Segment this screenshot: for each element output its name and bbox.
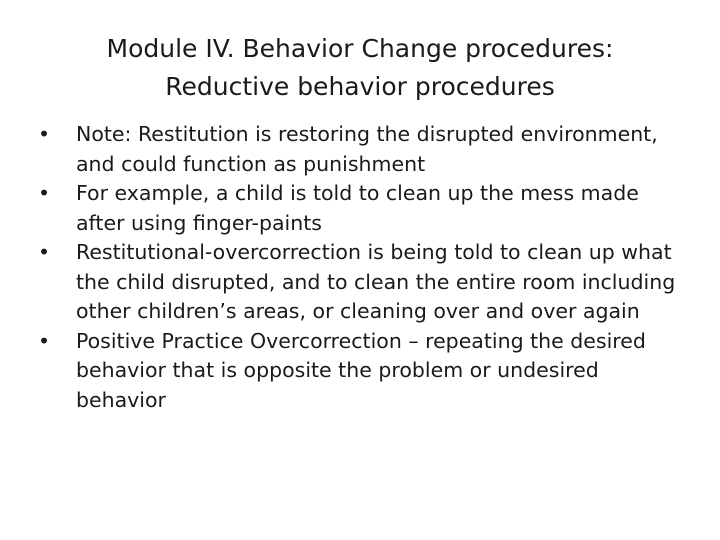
bullet-text: Restitutional-overcorrection is being told to clean up what the child disrupted, and to clean the entire room including other children’s areas, or cleaning over and over again [76, 240, 676, 323]
bullet-icon: • [37, 328, 51, 353]
bullet-text: Note: Restitution is restoring the disrupted environment, and could function as punishment [76, 122, 658, 176]
bullet-item-restitution-note [30, 120, 690, 179]
bullet-icon: • [37, 240, 51, 264]
bullet-icon: • [37, 122, 51, 146]
title-line-2: Reductive behavior procedures [165, 72, 555, 101]
bullet-text: For example, a child is told to clean up the mess made after using finger-paints [76, 181, 639, 235]
bullet-item-example [30, 179, 690, 238]
bullet-item-restitutional-overcorrection [30, 238, 690, 327]
slide-title [40, 30, 680, 106]
bullet-text: Positive Practice Overcorrection – repeating the desired behavior that is opposite the problem or undesired behavior [76, 328, 646, 412]
bullet-list [30, 120, 690, 415]
title-line-1: Module IV. Behavior Change procedures: [106, 34, 614, 63]
bullet-icon: • [37, 181, 51, 205]
bullet-item-positive-practice [30, 327, 690, 416]
